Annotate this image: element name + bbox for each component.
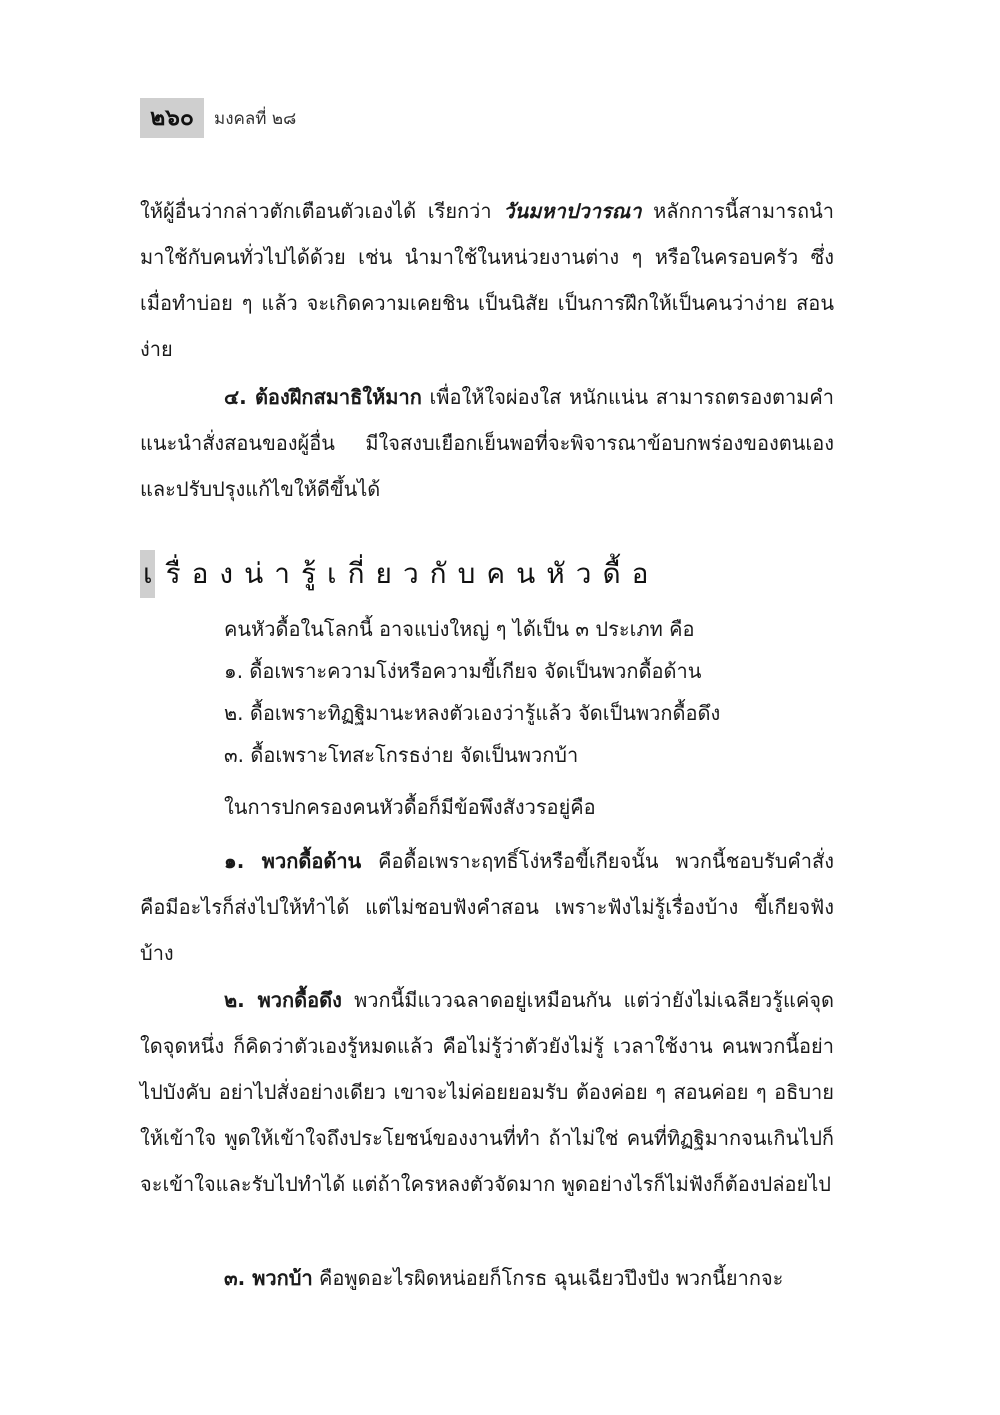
paragraph-point-4: ๔. ต้องฝึกสมาธิให้มาก เพื่อให้ใจผ่องใส หนักแน่น สามารถตรองตามคำแนะนำสั่งสอนของผู้อื่น มีใจสงบเยือกเย็นพอที่จะพิจารณาข้อบกพร่องของตนเอง และปรับปรุงแก้ไขให้ดีขึ้นได้ bbox=[140, 385, 834, 501]
type-3-title: ๓. พวกบ้า bbox=[224, 1266, 313, 1290]
page-header bbox=[140, 98, 296, 138]
paragraph-1: ให้ผู้อื่นว่ากล่าวตักเตือนตัวเองได้ เรียกว่า วันมหาปวารณา หลักการนี้สามารถนำมาใช้กับคนทั่วไปได้ด้วย เช่น นำมาใช้ในหน่วยงานต่าง ๆ หรือในครอบครัว ซึ่งเมื่อทำบ่อย ๆ แล้ว จะเกิดความเคยชิน เป็นนิสัย เป็นการฝึกให้เป็นคนว่าง่าย สอนง่าย bbox=[140, 199, 834, 361]
list-item: ๑. ดื้อเพราะความโง่หรือความขี้เกียจ จัดเป็นพวกดื้อด้าน bbox=[224, 659, 702, 683]
type-1-title: ๑. พวกดื้อด้าน bbox=[224, 849, 362, 873]
governance-line: ในการปกครองคนหัวดื้อก็มีข้อพึงสังวรอยู่คือ bbox=[224, 795, 596, 819]
paragraph-type-2: ๒. พวกดื้อดึง พวกนี้มีแววฉลาดอยู่เหมือนกัน แต่ว่ายังไม่เฉลียวรู้แค่จุดใดจุดหนึ่ง ก็คิดว่าตัวเองรู้หมดแล้ว คือไม่รู้ว่าตัวยังไม่รู้ เวลาใช้งาน คนพวกนี้อย่าไปบังคับ อย่าไปสั่งอย่างเดียว เขาจะไม่ค่อยยอมรับ ต้องค่อย ๆ สอนค่อย ๆ อธิบายให้เข้าใจ พูดให้เข้าใจถึงประโยชน์ของงานที่ทำ ถ้าไม่ใช่ คนที่ทิฏฐิมากจนเกินไปก็จะเข้าใจและรับไปทำได้ แต่ถ้าใครหลงตัวจัดมาก พูดอย่างไรก็ไม่ฟังก็ต้องปล่อยไป bbox=[140, 988, 834, 1196]
list-item: ๒. ดื้อเพราะทิฏฐิมานะหลงตัวเองว่ารู้แล้ว จัดเป็นพวกดื้อดึง bbox=[224, 701, 721, 725]
point-4-title: ๔. ต้องฝึกสมาธิให้มาก bbox=[224, 385, 422, 409]
section-heading bbox=[140, 552, 840, 596]
running-head: มงคลที่ ๒๘ bbox=[214, 108, 297, 129]
list-item: ๓. ดื้อเพราะโทสะโกรธง่าย จัดเป็นพวกบ้า bbox=[224, 743, 579, 767]
list-intro: คนหัวดื้อในโลกนี้ อาจแบ่งใหญ่ ๆ ได้เป็น ๓ ประเภท คือ bbox=[224, 617, 695, 641]
heading-first-letter: เ bbox=[140, 550, 155, 598]
heading-text: รื่องน่ารู้เกี่ยวกับคนหัวดื้อ bbox=[165, 557, 660, 590]
type-list bbox=[224, 608, 844, 776]
emphasis-term: วันมหาปวารณา bbox=[503, 199, 642, 223]
type-2-title: ๒. พวกดื้อดึง bbox=[224, 988, 342, 1012]
paragraph-type-1: ๑. พวกดื้อด้าน คือดื้อเพราะฤทธิ์โง่หรือขี้เกียจนั้น พวกนี้ชอบรับคำสั่ง คือมีอะไรก็ส่งไปให้ทำได้ แต่ไม่ชอบฟังคำสอน เพราะฟังไม่รู้เรื่องบ้าง ขี้เกียจฟังบ้าง bbox=[140, 849, 834, 965]
page-number: ๒๖๐ bbox=[140, 98, 204, 138]
paragraph-type-3: ๓. พวกบ้า คือพูดอะไรผิดหน่อยก็โกรธ ฉุนเฉียวปึงปัง พวกนี้ยากจะ bbox=[224, 1266, 784, 1290]
